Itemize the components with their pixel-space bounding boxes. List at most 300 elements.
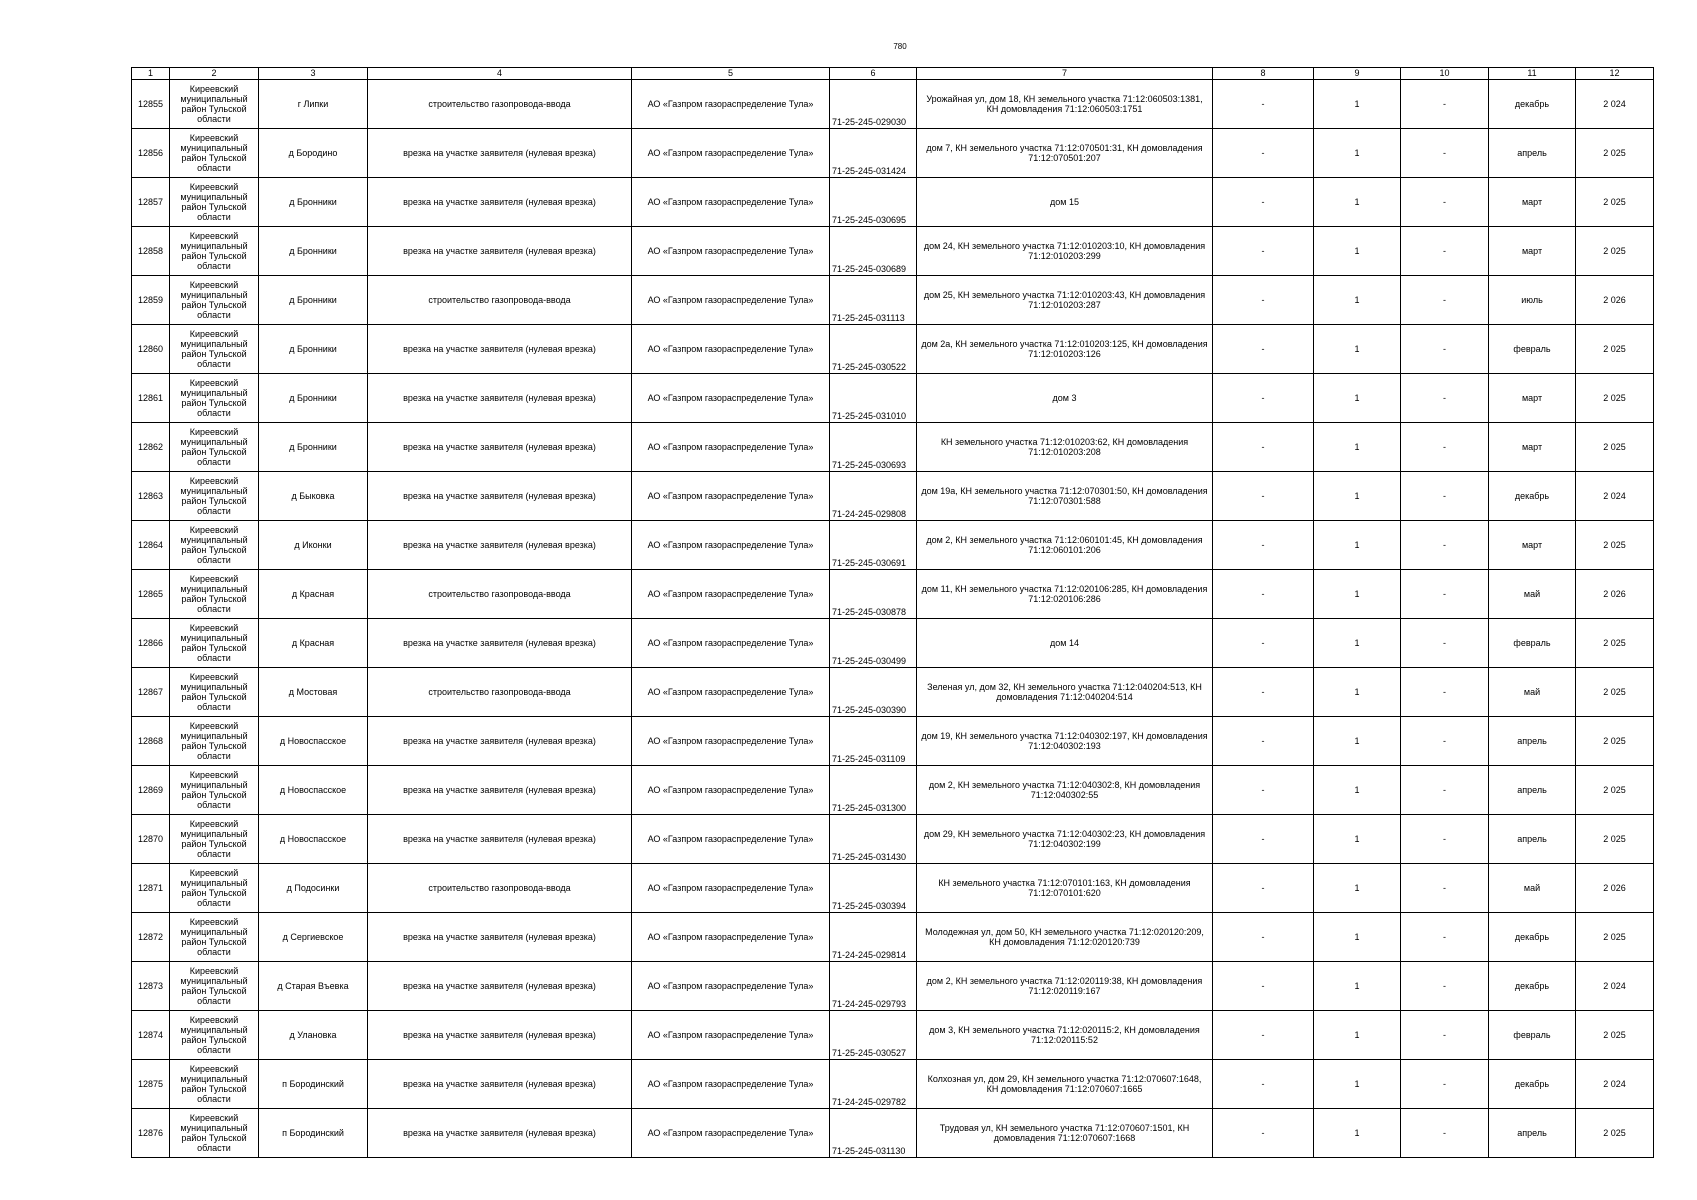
municipality-cell: Киреевский муниципальный район Тульской области — [170, 325, 259, 374]
settlement-cell: д Быковка — [259, 472, 368, 521]
row-number-cell: 12859 — [132, 276, 170, 325]
table-row — [132, 619, 1654, 668]
municipality-cell: Киреевский муниципальный район Тульской области — [170, 521, 259, 570]
municipality-cell: Киреевский муниципальный район Тульской области — [170, 1060, 259, 1109]
year-cell: 2 025 — [1576, 668, 1654, 717]
municipality-cell: Киреевский муниципальный район Тульской области — [170, 80, 259, 129]
address-cell: дом 2, КН земельного участка 71:12:020119:38, КН домовладения 71:12:020119:167 — [917, 962, 1213, 1011]
col-10-value-cell: - — [1401, 80, 1489, 129]
application-number-cell: 71-25-245-031113 — [830, 276, 917, 325]
col-9-value-cell: 1 — [1314, 423, 1401, 472]
settlement-cell: д Сергиевское — [259, 913, 368, 962]
column-header: 7 — [917, 68, 1213, 80]
settlement-cell: д Бронники — [259, 423, 368, 472]
address-cell: Урожайная ул, дом 18, КН земельного участка 71:12:060503:1381, КН домовладения 71:12:060503:1751 — [917, 80, 1213, 129]
col-8-value-cell: - — [1213, 374, 1314, 423]
address-cell: дом 24, КН земельного участка 71:12:010203:10, КН домовладения 71:12:010203:299 — [917, 227, 1213, 276]
table-row — [132, 521, 1654, 570]
organization-cell: АО «Газпром газораспределение Тула» — [632, 864, 830, 913]
application-number-cell: 71-25-245-031300 — [830, 766, 917, 815]
work-type-cell: строительство газопровода-ввода — [368, 668, 632, 717]
application-number-cell: 71-24-245-029814 — [830, 913, 917, 962]
month-cell: декабрь — [1489, 472, 1576, 521]
month-cell: апрель — [1489, 1109, 1576, 1158]
col-9-value-cell: 1 — [1314, 766, 1401, 815]
row-number-cell: 12871 — [132, 864, 170, 913]
work-type-cell: врезка на участке заявителя (нулевая врезка) — [368, 325, 632, 374]
table-row — [132, 864, 1654, 913]
year-cell: 2 024 — [1576, 472, 1654, 521]
application-number-cell: 71-25-245-030390 — [830, 668, 917, 717]
work-type-cell: врезка на участке заявителя (нулевая врезка) — [368, 178, 632, 227]
organization-cell: АО «Газпром газораспределение Тула» — [632, 423, 830, 472]
col-10-value-cell: - — [1401, 374, 1489, 423]
organization-cell: АО «Газпром газораспределение Тула» — [632, 521, 830, 570]
settlement-cell: д Бронники — [259, 325, 368, 374]
month-cell: март — [1489, 374, 1576, 423]
organization-cell: АО «Газпром газораспределение Тула» — [632, 1011, 830, 1060]
application-number-cell: 71-25-245-030689 — [830, 227, 917, 276]
row-number-cell: 12864 — [132, 521, 170, 570]
year-cell: 2 025 — [1576, 423, 1654, 472]
col-10-value-cell: - — [1401, 423, 1489, 472]
municipality-cell: Киреевский муниципальный район Тульской области — [170, 129, 259, 178]
year-cell: 2 025 — [1576, 227, 1654, 276]
application-number-cell: 71-25-245-030691 — [830, 521, 917, 570]
col-9-value-cell: 1 — [1314, 472, 1401, 521]
address-cell: КН земельного участка 71:12:010203:62, КН домовладения 71:12:010203:208 — [917, 423, 1213, 472]
settlement-cell: д Новоспасское — [259, 815, 368, 864]
municipality-cell: Киреевский муниципальный район Тульской области — [170, 472, 259, 521]
month-cell: апрель — [1489, 129, 1576, 178]
address-cell: дом 2, КН земельного участка 71:12:060101:45, КН домовладения 71:12:060101:206 — [917, 521, 1213, 570]
settlement-cell: д Бородино — [259, 129, 368, 178]
settlement-cell: п Бородинский — [259, 1109, 368, 1158]
municipality-cell: Киреевский муниципальный район Тульской области — [170, 423, 259, 472]
col-9-value-cell: 1 — [1314, 668, 1401, 717]
work-type-cell: строительство газопровода-ввода — [368, 570, 632, 619]
col-8-value-cell: - — [1213, 423, 1314, 472]
application-number-cell: 71-25-245-030527 — [830, 1011, 917, 1060]
col-10-value-cell: - — [1401, 1011, 1489, 1060]
municipality-cell: Киреевский муниципальный район Тульской области — [170, 1011, 259, 1060]
col-10-value-cell: - — [1401, 570, 1489, 619]
col-8-value-cell: - — [1213, 864, 1314, 913]
address-cell: Зеленая ул, дом 32, КН земельного участка 71:12:040204:513, КН домовладения 71:12:040204:514 — [917, 668, 1213, 717]
col-9-value-cell: 1 — [1314, 178, 1401, 227]
year-cell: 2 025 — [1576, 1011, 1654, 1060]
settlement-cell: д Мостовая — [259, 668, 368, 717]
organization-cell: АО «Газпром газораспределение Тула» — [632, 668, 830, 717]
work-type-cell: врезка на участке заявителя (нулевая врезка) — [368, 1060, 632, 1109]
address-cell: Молодежная ул, дом 50, КН земельного участка 71:12:020120:209, КН домовладения 71:12:020120:739 — [917, 913, 1213, 962]
year-cell: 2 025 — [1576, 521, 1654, 570]
application-number-cell: 71-25-245-030522 — [830, 325, 917, 374]
row-number-cell: 12855 — [132, 80, 170, 129]
row-number-cell: 12858 — [132, 227, 170, 276]
table-row — [132, 227, 1654, 276]
organization-cell: АО «Газпром газораспределение Тула» — [632, 178, 830, 227]
table-row — [132, 1011, 1654, 1060]
address-cell: дом 19, КН земельного участка 71:12:040302:197, КН домовладения 71:12:040302:193 — [917, 717, 1213, 766]
col-8-value-cell: - — [1213, 80, 1314, 129]
work-type-cell: врезка на участке заявителя (нулевая врезка) — [368, 717, 632, 766]
column-header: 12 — [1576, 68, 1654, 80]
col-10-value-cell: - — [1401, 178, 1489, 227]
work-type-cell: врезка на участке заявителя (нулевая врезка) — [368, 1109, 632, 1158]
col-10-value-cell: - — [1401, 913, 1489, 962]
address-cell: дом 14 — [917, 619, 1213, 668]
year-cell: 2 025 — [1576, 325, 1654, 374]
month-cell: март — [1489, 227, 1576, 276]
month-cell: декабрь — [1489, 1060, 1576, 1109]
col-8-value-cell: - — [1213, 668, 1314, 717]
year-cell: 2 025 — [1576, 178, 1654, 227]
col-10-value-cell: - — [1401, 1109, 1489, 1158]
application-number-cell: 71-25-245-031130 — [830, 1109, 917, 1158]
month-cell: март — [1489, 423, 1576, 472]
row-number-cell: 12867 — [132, 668, 170, 717]
address-cell: дом 25, КН земельного участка 71:12:010203:43, КН домовладения 71:12:010203:287 — [917, 276, 1213, 325]
row-number-cell: 12875 — [132, 1060, 170, 1109]
row-number-cell: 12857 — [132, 178, 170, 227]
month-cell: апрель — [1489, 766, 1576, 815]
col-10-value-cell: - — [1401, 276, 1489, 325]
settlement-cell: д Новоспасское — [259, 717, 368, 766]
col-10-value-cell: - — [1401, 815, 1489, 864]
col-9-value-cell: 1 — [1314, 1060, 1401, 1109]
month-cell: март — [1489, 178, 1576, 227]
month-cell: май — [1489, 570, 1576, 619]
address-cell: КН земельного участка 71:12:070101:163, КН домовладения 71:12:070101:620 — [917, 864, 1213, 913]
organization-cell: АО «Газпром газораспределение Тула» — [632, 619, 830, 668]
organization-cell: АО «Газпром газораспределение Тула» — [632, 276, 830, 325]
settlement-cell: д Бронники — [259, 276, 368, 325]
column-header: 10 — [1401, 68, 1489, 80]
row-number-cell: 12865 — [132, 570, 170, 619]
row-number-cell: 12872 — [132, 913, 170, 962]
municipality-cell: Киреевский муниципальный район Тульской области — [170, 668, 259, 717]
settlement-cell: д Красная — [259, 619, 368, 668]
municipality-cell: Киреевский муниципальный район Тульской области — [170, 374, 259, 423]
municipality-cell: Киреевский муниципальный район Тульской области — [170, 227, 259, 276]
table-row — [132, 276, 1654, 325]
col-9-value-cell: 1 — [1314, 276, 1401, 325]
settlement-cell: д Улановка — [259, 1011, 368, 1060]
municipality-cell: Киреевский муниципальный район Тульской области — [170, 815, 259, 864]
row-number-cell: 12870 — [132, 815, 170, 864]
year-cell: 2 026 — [1576, 570, 1654, 619]
municipality-cell: Киреевский муниципальный район Тульской области — [170, 619, 259, 668]
work-type-cell: врезка на участке заявителя (нулевая врезка) — [368, 521, 632, 570]
col-8-value-cell: - — [1213, 766, 1314, 815]
municipality-cell: Киреевский муниципальный район Тульской области — [170, 913, 259, 962]
table-row — [132, 815, 1654, 864]
work-type-cell: врезка на участке заявителя (нулевая врезка) — [368, 815, 632, 864]
row-number-cell: 12873 — [132, 962, 170, 1011]
column-header: 9 — [1314, 68, 1401, 80]
municipality-cell: Киреевский муниципальный район Тульской области — [170, 717, 259, 766]
settlement-cell: г Липки — [259, 80, 368, 129]
settlement-cell: д Подосинки — [259, 864, 368, 913]
address-cell: дом 15 — [917, 178, 1213, 227]
work-type-cell: строительство газопровода-ввода — [368, 864, 632, 913]
row-number-cell: 12876 — [132, 1109, 170, 1158]
col-9-value-cell: 1 — [1314, 521, 1401, 570]
year-cell: 2 025 — [1576, 766, 1654, 815]
row-number-cell: 12863 — [132, 472, 170, 521]
col-8-value-cell: - — [1213, 1109, 1314, 1158]
col-10-value-cell: - — [1401, 472, 1489, 521]
application-number-cell: 71-25-245-030695 — [830, 178, 917, 227]
application-number-cell: 71-25-245-031430 — [830, 815, 917, 864]
table-row — [132, 325, 1654, 374]
year-cell: 2 026 — [1576, 864, 1654, 913]
municipality-cell: Киреевский муниципальный район Тульской области — [170, 178, 259, 227]
col-9-value-cell: 1 — [1314, 962, 1401, 1011]
table-row — [132, 668, 1654, 717]
month-cell: апрель — [1489, 717, 1576, 766]
col-8-value-cell: - — [1213, 178, 1314, 227]
settlement-cell: п Бородинский — [259, 1060, 368, 1109]
col-9-value-cell: 1 — [1314, 374, 1401, 423]
year-cell: 2 025 — [1576, 717, 1654, 766]
col-10-value-cell: - — [1401, 619, 1489, 668]
month-cell: декабрь — [1489, 962, 1576, 1011]
month-cell: февраль — [1489, 325, 1576, 374]
col-10-value-cell: - — [1401, 129, 1489, 178]
table-row — [132, 1060, 1654, 1109]
work-type-cell: строительство газопровода-ввода — [368, 276, 632, 325]
month-cell: февраль — [1489, 1011, 1576, 1060]
year-cell: 2 025 — [1576, 913, 1654, 962]
year-cell: 2 024 — [1576, 1060, 1654, 1109]
col-9-value-cell: 1 — [1314, 1011, 1401, 1060]
organization-cell: АО «Газпром газораспределение Тула» — [632, 766, 830, 815]
row-number-cell: 12862 — [132, 423, 170, 472]
municipality-cell: Киреевский муниципальный район Тульской области — [170, 962, 259, 1011]
col-8-value-cell: - — [1213, 962, 1314, 1011]
column-header: 5 — [632, 68, 830, 80]
col-8-value-cell: - — [1213, 570, 1314, 619]
col-8-value-cell: - — [1213, 521, 1314, 570]
month-cell: июль — [1489, 276, 1576, 325]
col-9-value-cell: 1 — [1314, 864, 1401, 913]
work-type-cell: врезка на участке заявителя (нулевая врезка) — [368, 619, 632, 668]
col-9-value-cell: 1 — [1314, 1109, 1401, 1158]
application-number-cell: 71-24-245-029808 — [830, 472, 917, 521]
organization-cell: АО «Газпром газораспределение Тула» — [632, 717, 830, 766]
col-9-value-cell: 1 — [1314, 570, 1401, 619]
organization-cell: АО «Газпром газораспределение Тула» — [632, 325, 830, 374]
work-type-cell: врезка на участке заявителя (нулевая врезка) — [368, 423, 632, 472]
organization-cell: АО «Газпром газораспределение Тула» — [632, 80, 830, 129]
col-10-value-cell: - — [1401, 227, 1489, 276]
application-number-cell: 71-25-245-030394 — [830, 864, 917, 913]
month-cell: май — [1489, 668, 1576, 717]
application-number-cell: 71-25-245-031424 — [830, 129, 917, 178]
col-8-value-cell: - — [1213, 913, 1314, 962]
row-number-cell: 12860 — [132, 325, 170, 374]
work-type-cell: врезка на участке заявителя (нулевая врезка) — [368, 913, 632, 962]
address-cell: дом 3, КН земельного участка 71:12:020115:2, КН домовладения 71:12:020115:52 — [917, 1011, 1213, 1060]
year-cell: 2 025 — [1576, 815, 1654, 864]
data-table — [131, 67, 1654, 1158]
col-8-value-cell: - — [1213, 619, 1314, 668]
table-row — [132, 472, 1654, 521]
application-number-cell: 71-25-245-030693 — [830, 423, 917, 472]
address-cell: Колхозная ул, дом 29, КН земельного участка 71:12:070607:1648, КН домовладения 71:12:070607:1665 — [917, 1060, 1213, 1109]
table-row — [132, 766, 1654, 815]
work-type-cell: врезка на участке заявителя (нулевая врезка) — [368, 227, 632, 276]
table-row — [132, 717, 1654, 766]
col-10-value-cell: - — [1401, 864, 1489, 913]
year-cell: 2 025 — [1576, 1109, 1654, 1158]
column-header: 4 — [368, 68, 632, 80]
organization-cell: АО «Газпром газораспределение Тула» — [632, 570, 830, 619]
col-8-value-cell: - — [1213, 325, 1314, 374]
column-header: 11 — [1489, 68, 1576, 80]
year-cell: 2 025 — [1576, 619, 1654, 668]
col-8-value-cell: - — [1213, 717, 1314, 766]
organization-cell: АО «Газпром газораспределение Тула» — [632, 129, 830, 178]
month-cell: апрель — [1489, 815, 1576, 864]
work-type-cell: врезка на участке заявителя (нулевая врезка) — [368, 766, 632, 815]
year-cell: 2 024 — [1576, 80, 1654, 129]
settlement-cell: д Иконки — [259, 521, 368, 570]
column-header: 2 — [170, 68, 259, 80]
organization-cell: АО «Газпром газораспределение Тула» — [632, 1109, 830, 1158]
work-type-cell: врезка на участке заявителя (нулевая врезка) — [368, 962, 632, 1011]
col-9-value-cell: 1 — [1314, 227, 1401, 276]
municipality-cell: Киреевский муниципальный район Тульской области — [170, 864, 259, 913]
column-header: 1 — [132, 68, 170, 80]
municipality-cell: Киреевский муниципальный район Тульской области — [170, 570, 259, 619]
col-9-value-cell: 1 — [1314, 129, 1401, 178]
col-8-value-cell: - — [1213, 227, 1314, 276]
table-row — [132, 913, 1654, 962]
col-9-value-cell: 1 — [1314, 80, 1401, 129]
work-type-cell: врезка на участке заявителя (нулевая врезка) — [368, 129, 632, 178]
municipality-cell: Киреевский муниципальный район Тульской области — [170, 1109, 259, 1158]
organization-cell: АО «Газпром газораспределение Тула» — [632, 374, 830, 423]
application-number-cell: 71-25-245-031010 — [830, 374, 917, 423]
row-number-cell: 12861 — [132, 374, 170, 423]
column-header: 8 — [1213, 68, 1314, 80]
row-number-cell: 12868 — [132, 717, 170, 766]
table-row — [132, 374, 1654, 423]
col-10-value-cell: - — [1401, 325, 1489, 374]
settlement-cell: д Старая Въевка — [259, 962, 368, 1011]
organization-cell: АО «Газпром газораспределение Тула» — [632, 472, 830, 521]
settlement-cell: д Бронники — [259, 374, 368, 423]
col-10-value-cell: - — [1401, 766, 1489, 815]
address-cell: дом 7, КН земельного участка 71:12:070501:31, КН домовладения 71:12:070501:207 — [917, 129, 1213, 178]
work-type-cell: строительство газопровода-ввода — [368, 80, 632, 129]
application-number-cell: 71-25-245-029030 — [830, 80, 917, 129]
settlement-cell: д Новоспасское — [259, 766, 368, 815]
col-8-value-cell: - — [1213, 129, 1314, 178]
table-row — [132, 570, 1654, 619]
table-row — [132, 962, 1654, 1011]
application-number-cell: 71-25-245-030499 — [830, 619, 917, 668]
address-cell: Трудовая ул, КН земельного участка 71:12:070607:1501, КН домовладения 71:12:070607:1668 — [917, 1109, 1213, 1158]
col-9-value-cell: 1 — [1314, 815, 1401, 864]
month-cell: май — [1489, 864, 1576, 913]
col-8-value-cell: - — [1213, 1011, 1314, 1060]
col-8-value-cell: - — [1213, 1060, 1314, 1109]
table-row — [132, 423, 1654, 472]
address-cell: дом 2а, КН земельного участка 71:12:010203:125, КН домовладения 71:12:010203:126 — [917, 325, 1213, 374]
municipality-cell: Киреевский муниципальный район Тульской области — [170, 766, 259, 815]
page-number: 780 — [893, 42, 907, 51]
col-9-value-cell: 1 — [1314, 913, 1401, 962]
col-10-value-cell: - — [1401, 521, 1489, 570]
application-number-cell: 71-25-245-031109 — [830, 717, 917, 766]
header-row — [132, 68, 1654, 80]
month-cell: март — [1489, 521, 1576, 570]
col-8-value-cell: - — [1213, 472, 1314, 521]
col-10-value-cell: - — [1401, 717, 1489, 766]
address-cell: дом 3 — [917, 374, 1213, 423]
address-cell: дом 11, КН земельного участка 71:12:020106:285, КН домовладения 71:12:020106:286 — [917, 570, 1213, 619]
row-number-cell: 12866 — [132, 619, 170, 668]
year-cell: 2 025 — [1576, 374, 1654, 423]
organization-cell: АО «Газпром газораспределение Тула» — [632, 815, 830, 864]
col-9-value-cell: 1 — [1314, 619, 1401, 668]
month-cell: декабрь — [1489, 913, 1576, 962]
application-number-cell: 71-25-245-030878 — [830, 570, 917, 619]
organization-cell: АО «Газпром газораспределение Тула» — [632, 1060, 830, 1109]
row-number-cell: 12856 — [132, 129, 170, 178]
settlement-cell: д Красная — [259, 570, 368, 619]
application-number-cell: 71-24-245-029782 — [830, 1060, 917, 1109]
row-number-cell: 12869 — [132, 766, 170, 815]
work-type-cell: врезка на участке заявителя (нулевая врезка) — [368, 472, 632, 521]
month-cell: декабрь — [1489, 80, 1576, 129]
work-type-cell: врезка на участке заявителя (нулевая врезка) — [368, 374, 632, 423]
settlement-cell: д Бронники — [259, 178, 368, 227]
municipality-cell: Киреевский муниципальный район Тульской области — [170, 276, 259, 325]
col-8-value-cell: - — [1213, 815, 1314, 864]
work-type-cell: врезка на участке заявителя (нулевая врезка) — [368, 1011, 632, 1060]
col-10-value-cell: - — [1401, 668, 1489, 717]
col-9-value-cell: 1 — [1314, 325, 1401, 374]
table-row — [132, 80, 1654, 129]
col-10-value-cell: - — [1401, 1060, 1489, 1109]
month-cell: февраль — [1489, 619, 1576, 668]
table-row — [132, 178, 1654, 227]
col-9-value-cell: 1 — [1314, 717, 1401, 766]
col-10-value-cell: - — [1401, 962, 1489, 1011]
organization-cell: АО «Газпром газораспределение Тула» — [632, 227, 830, 276]
organization-cell: АО «Газпром газораспределение Тула» — [632, 962, 830, 1011]
organization-cell: АО «Газпром газораспределение Тула» — [632, 913, 830, 962]
table-row — [132, 129, 1654, 178]
application-number-cell: 71-24-245-029793 — [830, 962, 917, 1011]
address-cell: дом 29, КН земельного участка 71:12:040302:23, КН домовладения 71:12:040302:199 — [917, 815, 1213, 864]
year-cell: 2 025 — [1576, 129, 1654, 178]
table-row — [132, 1109, 1654, 1158]
column-header: 6 — [830, 68, 917, 80]
col-8-value-cell: - — [1213, 276, 1314, 325]
address-cell: дом 2, КН земельного участка 71:12:040302:8, КН домовладения 71:12:040302:55 — [917, 766, 1213, 815]
row-number-cell: 12874 — [132, 1011, 170, 1060]
column-header: 3 — [259, 68, 368, 80]
settlement-cell: д Бронники — [259, 227, 368, 276]
address-cell: дом 19а, КН земельного участка 71:12:070301:50, КН домовладения 71:12:070301:588 — [917, 472, 1213, 521]
year-cell: 2 024 — [1576, 962, 1654, 1011]
